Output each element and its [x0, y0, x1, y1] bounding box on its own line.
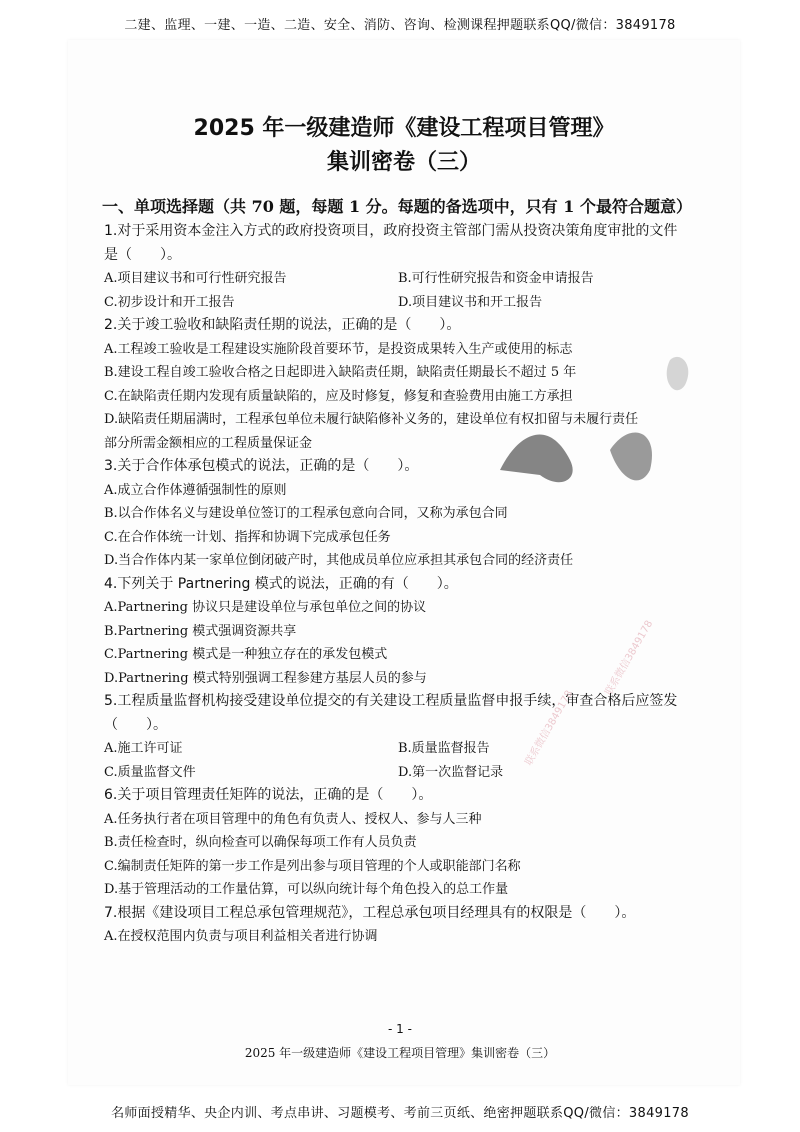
- watermark-1: 联系微信3849178: [603, 618, 656, 698]
- option-c: C.质量监督文件: [104, 764, 196, 780]
- option-d: D.Partnering 模式特别强调工程参建方基层人员的参与: [104, 670, 427, 686]
- watermark-2: 联系微信3849178: [523, 688, 576, 768]
- option-d: D.缺陷责任期届满时，工程承包单位未履行缺陷修补义务的，建设单位有权扣留与未履行责任: [104, 412, 639, 427]
- option-b: B.以合作体名义与建设单位签订的工程承包意向合同，又称为承包合同: [104, 506, 508, 521]
- question-3: [104, 455, 704, 573]
- bottom-banner: 名师面授精华、央企内训、考点串讲、习题模考、考前三页纸、绝密押题联系QQ/微信：3849178: [111, 1106, 689, 1121]
- option-a: A.成立合作体遵循强制性的原则: [104, 482, 287, 498]
- exam-content: [104, 112, 704, 949]
- option-a: A.施工许可证: [104, 741, 183, 756]
- option-a: A.Partnering 协议只是建设单位与承包单位之间的协议: [104, 600, 427, 615]
- option-d: D.当合作体内某一家单位倒闭破产时，其他成员单位应承担其承包合同的经济责任: [104, 553, 574, 568]
- option-c: C.编制责任矩阵的第一步工作是列出参与项目管理的个人或职能部门名称: [104, 858, 521, 874]
- option-c: C.在缺陷责任期内发现有质量缺陷的，应及时修复，修复和查验费用由施工方承担: [104, 388, 573, 404]
- question-stem: 4.下列关于 Partnering 模式的说法，正确的有（ ）。: [104, 575, 458, 592]
- question-2: [104, 314, 704, 455]
- page-subtitle: 集训密卷（三）: [326, 150, 481, 175]
- question-stem: 6.关于项目管理责任矩阵的说法，正确的是（ ）。: [104, 787, 433, 803]
- question-1: [104, 220, 704, 314]
- option-c: C.在合作体统一计划、指挥和协调下完成承包任务: [104, 529, 391, 545]
- option-b: B.Partnering 模式强调资源共享: [104, 623, 297, 639]
- option-b: B.建设工程自竣工验收合格之日起即进入缺陷责任期，缺陷责任期最长不超过 5 年: [104, 365, 577, 380]
- footer-doc-title: 2025 年一级建造师《建设工程项目管理》集训密卷（三）: [244, 1046, 556, 1060]
- option-d-continued: 部分所需金额相应的工程质量保证金: [104, 435, 313, 451]
- option-d: D.项目建议书和开工报告: [398, 294, 543, 310]
- option-a: A.任务执行者在项目管理中的角色有负责人、授权人、参与人三种: [104, 811, 482, 827]
- question-stem: 7.根据《建设项目工程总承包管理规范》，工程总承包项目经理具有的权限是（ ）。: [104, 904, 636, 921]
- page-number: - 1 -: [388, 1022, 412, 1036]
- question-stem: 是（ ）。: [104, 246, 181, 263]
- option-a: A.项目建议书和可行性研究报告: [104, 271, 287, 286]
- question-7: [104, 902, 704, 949]
- option-c: C.初步设计和开工报告: [104, 294, 235, 310]
- question-stem: （ ）。: [104, 716, 167, 733]
- section-heading: 一、单项选择题（共 70 题，每题 1 分。每题的备选项中，只有 1 个最符合题意）: [102, 197, 692, 216]
- option-b: B.责任检查时，纵向检查可以确保每项工作有人员负责: [104, 835, 417, 850]
- question-5: [104, 690, 704, 784]
- option-d: D.基于管理活动的工作量估算，可以纵向统计每个角色投入的总工作量: [104, 882, 509, 897]
- option-b: B.可行性研究报告和资金申请报告: [398, 271, 594, 286]
- option-a: A.在授权范围内负责与项目利益相关者进行协调: [104, 929, 378, 944]
- option-b: B.质量监督报告: [398, 741, 490, 756]
- option-a: A.工程竣工验收是工程建设实施阶段首要环节，是投资成果转入生产或使用的标志: [104, 341, 573, 357]
- question-stem: 3.关于合作体承包模式的说法，正确的是（ ）。: [104, 458, 419, 474]
- question-stem: 5.工程质量监督机构接受建设单位提交的有关建设工程质量监督申报手续，审查合格后应签发: [104, 693, 678, 709]
- question-stem: 1.对于采用资本金注入方式的政府投资项目，政府投资主管部门需从投资决策角度审批的文件: [104, 223, 678, 239]
- question-stem: 2.关于竣工验收和缺陷责任期的说法，正确的是（ ）。: [104, 317, 461, 333]
- top-banner: 二建、监理、一建、一造、二造、安全、消防、咨询、检测课程押题联系QQ/微信：3849178: [124, 18, 676, 33]
- option-c: C.Partnering 模式是一种独立存在的承发包模式: [104, 647, 388, 662]
- question-6: [104, 784, 704, 902]
- question-4: [104, 573, 704, 691]
- option-d: D.第一次监督记录: [398, 764, 504, 780]
- page-title: 2025 年一级建造师《建设工程项目管理》: [193, 116, 615, 141]
